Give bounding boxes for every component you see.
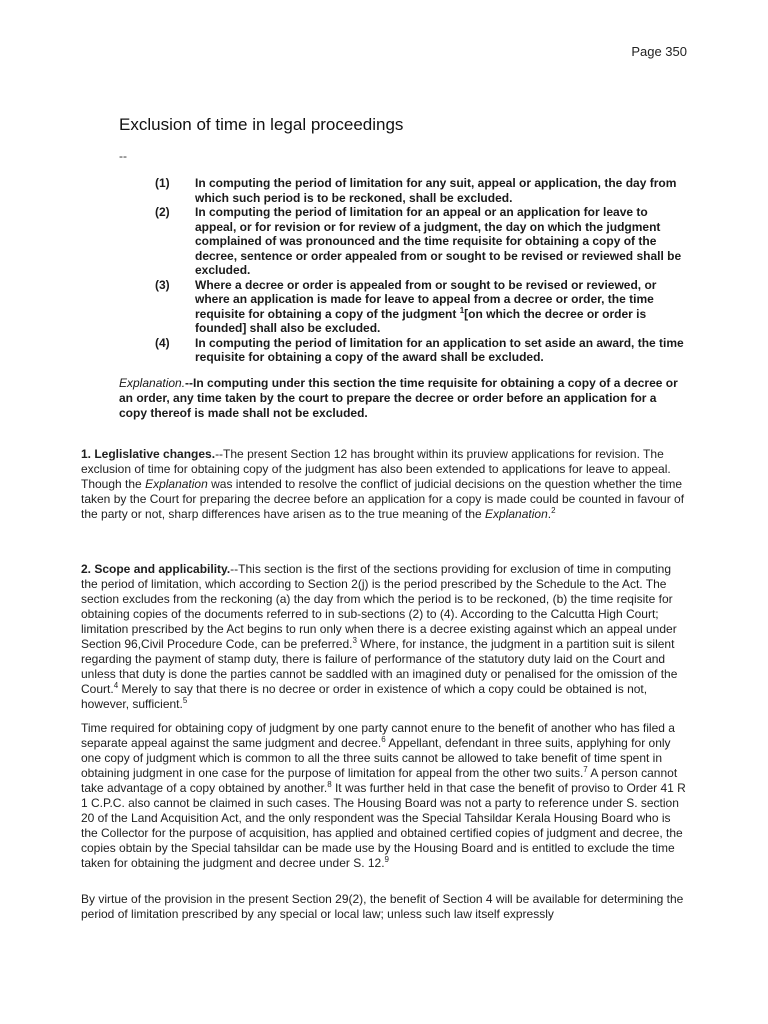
subsection-text-part: [on which the decree or order is founded] shall also be excluded.: [195, 306, 647, 335]
explanation-lead: Explanation.: [119, 376, 186, 390]
paragraph-text: Appellant, defendant in three suits, applyhing for only one copy of judgment which is common to all the three suits cannot be allowed to take benefit of time spent in obtaining judgment in one case for the purpose of limitation for appeal from the other two suits.: [81, 736, 671, 780]
subsection-item: [155, 278, 685, 336]
page-number: Page 350: [631, 44, 687, 59]
footnote-ref[interactable]: 1: [459, 305, 465, 315]
paragraph-text: --This section is the first of the sections providing for exclusion of time in computing the period of limitation, which according to Section 2(j) is the period prescribed by the Schedule to the Act. The section excludes from the reckoning (a) the day from which the period is to be reckoned, (b) the time reqisite for obtaining copies of the documents referred to in sub-sections (2) to (4). According to the Calcutta High Court; limitation prescribed by the Act begins to run only when there is a decree existing against which an appeal under Section 96,Civil Procedure Code, can be preferred.: [81, 562, 677, 651]
subsection-text-part: Where a decree or order is appealed from or sought to be revised or reviewed, or where an application is made for leave to appeal from a decree or order, the time requisite for obtaining a copy of the judgment: [195, 277, 657, 321]
footnote-ref[interactable]: 7: [583, 765, 588, 774]
subsection-number: (2): [155, 205, 170, 219]
paragraph-text: Time required for obtaining copy of judgment by one party cannot enure to the benefit of another who has filed a separate appeal against the same judgment and decree.: [81, 721, 675, 750]
paragraph-legislative-changes: [81, 447, 687, 522]
paragraph-text: It was further held in that case the benefit of proviso to Order 41 R 1 C.P.C. also cannot be claimed in such cases. The Housing Board was not a party to reference under S. section 20 of the Land Acquisition Act, and the only respondent was the Special Tahsildar Kerala Housing Board who is the Collector for the purpose of acquisition, has applied and obtained certified copies of judgment and decree, the copies obtain by the Special tahsildar can be made use by the Housing Board and is entitled to exclude the time taken for obtaining the judgment and decree under S. 12.: [81, 781, 686, 870]
subsection-item: [155, 205, 685, 278]
paragraph-scope: [81, 562, 687, 712]
paragraph-heading: 2. Scope and applicability.: [81, 562, 231, 576]
footnote-ref[interactable]: 9: [384, 855, 389, 864]
subsection-text: In computing the period of limitation for an appeal or an application for leave to appeal, or for revision or for review of a judgment, the day on which the judgment complained of was pronounced and the time requisite for obtaining a copy of the decree, sentence or order appealed from or sought to be revised or reviewed shall be excluded.: [195, 205, 682, 277]
paragraph-text: .: [547, 507, 552, 521]
paragraph-text: A person cannot take advantage of a copy obtained by another.: [81, 766, 678, 795]
subsection-list: [155, 176, 685, 365]
paragraph-time-required: [81, 721, 687, 871]
paragraph-emphasis: Explanation: [145, 477, 208, 491]
subsection-item: [155, 176, 685, 205]
subsection-number: (4): [155, 335, 170, 350]
paragraph-heading: 1. Leglislative changes.: [81, 447, 216, 461]
subsection-number: (3): [155, 277, 170, 292]
subsection-text: In computing the period of limitation for an application to set aside an award, the time requisite for obtaining a copy of the award shall be excluded.: [195, 335, 684, 364]
explanation-body: --In computing under this section the time requisite for obtaining a copy of a decree or an order, any time taken by the court to prepare the decree or order before an application for a copy thereof is made shall not be excluded.: [119, 376, 678, 420]
subsection-item: [155, 336, 685, 365]
subsection-text: In computing the period of limitation for any suit, appeal or application, the day from which such period is to be reckoned, shall be excluded.: [195, 176, 677, 205]
title-dash: --: [119, 149, 127, 163]
paragraph-section-29: [81, 892, 687, 922]
paragraph-text: Merely to say that there is no decree or order in existence of which a copy could be obtained is not, however, sufficient.: [81, 682, 648, 711]
footnote-ref[interactable]: 3: [352, 636, 357, 645]
paragraph-text: By virtue of the provision in the present Section 29(2), the benefit of Section 4 will be available for determining the period of limitation prescribed by any special or local law; unless such law itself expressly: [81, 892, 684, 921]
footnote-ref[interactable]: 8: [327, 780, 332, 789]
subsection-text: [195, 278, 685, 336]
paragraph-emphasis: Explanation: [485, 507, 548, 521]
footnote-ref[interactable]: 6: [381, 735, 386, 744]
subsection-number: (1): [155, 176, 170, 190]
footnote-ref[interactable]: 2: [551, 506, 556, 515]
paragraph-text: Where, for instance, the judgment in a partition suit is silent regarding the payment of stamp duty, there is failure of performance of the statutory duty laid on the Court and unless that duty is done the parties cannot be saddled with an imagined duty or penalised for the omission of the Court.: [81, 637, 678, 696]
explanation: [119, 376, 687, 421]
section-title: Exclusion of time in legal proceedings: [119, 115, 404, 134]
footnote-ref[interactable]: 5: [182, 696, 188, 705]
paragraph-text: --The present Section 12 has brought within its pruview applications for revision. The exclusion of time for obtaining copy of the judgment has also been extended to applications for leave to appeal. Though the: [81, 447, 671, 491]
footnote-ref[interactable]: 4: [113, 681, 119, 690]
paragraph-text: was intended to resolve the conflict of judicial decisions on the question whether the time taken by the Court for preparing the decree before an application for a copy is made could be counted in favour of the party or not, sharp differences have arisen as to the true meaning of the: [81, 477, 685, 521]
